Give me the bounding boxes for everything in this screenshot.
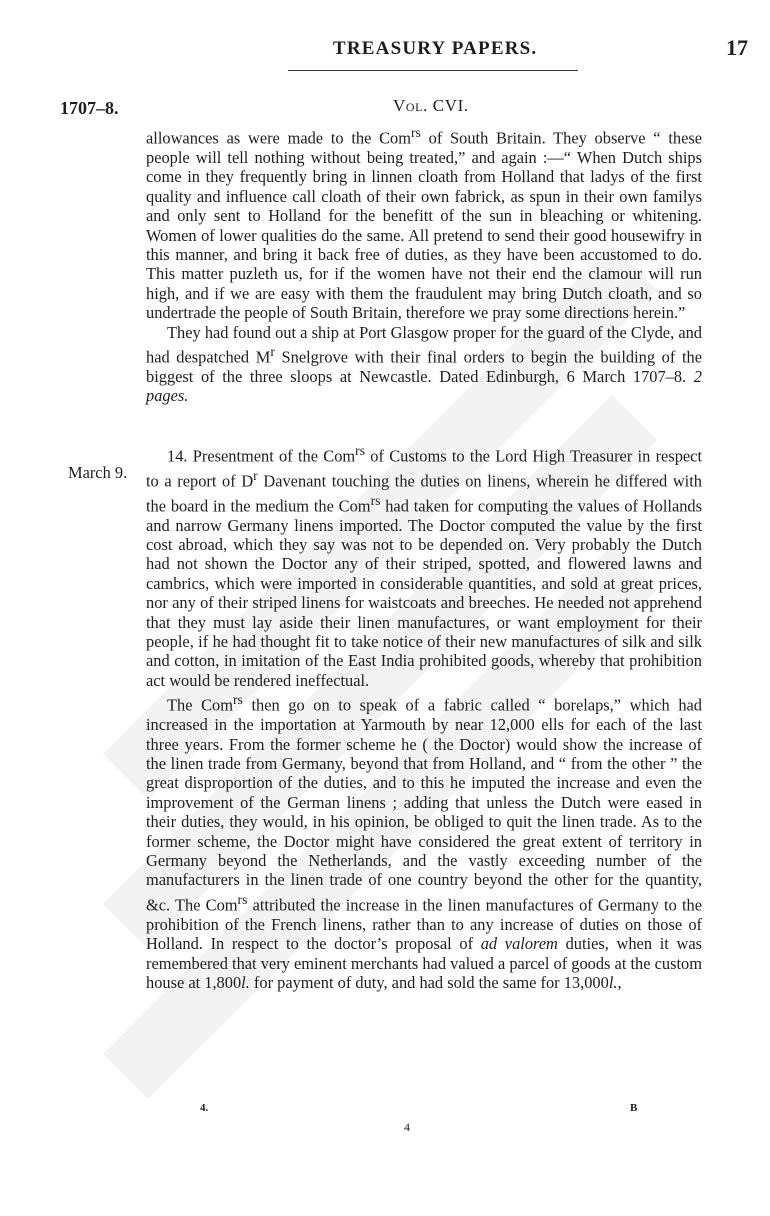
signature-mid: 4	[404, 1120, 410, 1134]
text-block-1	[146, 123, 702, 406]
running-header	[150, 34, 750, 64]
year-heading: 1707–8.	[60, 98, 119, 118]
signature-left: 4.	[200, 1102, 209, 1114]
page-footer	[0, 1102, 770, 1142]
volume-number: CVI.	[432, 96, 469, 115]
page-number: 17	[726, 35, 748, 60]
running-title: TREASURY PAPERS.	[333, 38, 538, 59]
pages-note: 2 pages.	[146, 366, 702, 406]
volume-heading	[393, 96, 469, 116]
paragraph-presentment: 14. Presentment of the Com$^{rs}$ of Customs to the Lord High Treasurer in respect to a report of $D^r$ Davenant touching the duties on linens, wherein he differed with the board in the medium the Com$^{rs}$ had taken for computing the values of Hollands and narrow Germany linens imported. The Doctor computed the value by the first cost abroad, which they say was not to be depended on. Very probably the Dutch had not shown the Doctor any of their striped, spotted, and flowered lawns and cambrics, which were imported in considerable quantities, and sold at great prices, nor any of their striped linens for waistcoats and breeches. He needed not apprehend that they must lay aside their linen manufactures, or want employment for their people, if he had thought fit to take notice of their new manufactures of silk and silk and cotton, in imitation of the East India prohibited goods, whereby that prohibition act would be rendered ineffectual.	[146, 443, 702, 690]
paragraph-continuation: allowances as were made to the Com$^{rs}$ of South Britain. They observe “ these people will tell nothing without being treated,” and again :—“ When Dutch ships come in they frequently bring in linnen cloath from Holland that ladys of the first quality and influence call cloath of their own fabrick, as spun in their own familys and only sent to Holland for the benefitt of the sun in bleaching or whitening. Women of lower qualities do the same. All pretend to send their good housewifry in this manner, and bring it back free of duties, as they have been accustomed to do. This matter puzleth us, for if the women have not their end the clamour will run high, and if we are easy with them the fraudulent may bring Dutch cloath, and so undertrade the people of South Britain, therefore we pray some directions herein.”	[146, 125, 702, 323]
paragraph-borelaps: The Com$^{rs}$ then go on to speak of a fabric called “ borelaps,” which had increased in the importation at Yarmouth by near 12,000 ells for each of the last three years. From the former scheme he ( the Doctor) would show the increase of the linen trade from Germany, beyond that from Holland, and “ from the other ” the great disproportion of the duties, and to this he imputed the increase and even the improvement of the German linens ; adding that unless the Dutch were eased in their duties, they would, in his opinion, be obliged to quit the linen trade. As to the former scheme, the Doctor might have considered the great extent of territory in Germany beyond the Netherlands, and the vastly exceeding number of the manufacturers in the linen trade of one country beyond the other for the quantity, &c. The Com$^{rs}$ attributed the increase in the linen manufactures of Germany to the prohibition of the French linens, rather than to any increase of duties on those of Holland. In respect to the doctor’s proposal of ad valorem duties, when it was remembered that very eminent merchants had valued a parcel of goods at the custom house at 1,800l. for payment of duty, and had sold the same for 13,000l.,	[146, 692, 702, 992]
text-block-2	[146, 441, 702, 992]
margin-date: March 9.	[68, 463, 128, 482]
paragraph-ship-guard: They had found out a ship at Port Glasgow proper for the guard of the Clyde, and had despatched $M^r$ Snelgrove with their final orders to begin the building of the biggest of the three sloops at Newcastle. Dated Edinburgh, 6 March 1707–8. 2 pages.	[146, 322, 702, 406]
volume-prefix: Vol.	[393, 96, 428, 115]
header-rule	[288, 70, 578, 71]
signature-right: B	[630, 1102, 638, 1114]
